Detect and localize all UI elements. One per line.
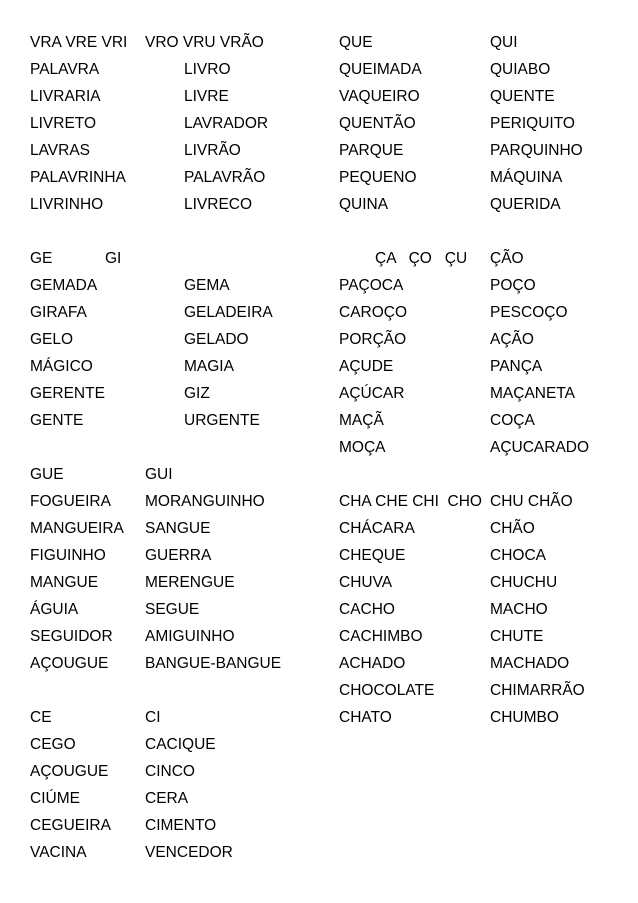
vra-word: LIVRECO [184, 196, 253, 213]
ca-header-a: ÇA ÇO ÇU [375, 250, 468, 267]
gue-word: BANGUE-BANGUE [145, 655, 282, 672]
ca-word: MAÇANETA [490, 385, 575, 402]
gue-word: ÁGUIA [30, 601, 79, 618]
gue-word: SANGUE [145, 520, 211, 537]
ca-word: AÇÃO [490, 331, 534, 348]
vra-word: LIVRO [184, 61, 231, 78]
gue-word: AMIGUINHO [145, 628, 235, 645]
gue-word: MERENGUE [145, 574, 235, 591]
vra-word: LIVRETO [30, 115, 97, 132]
gue-word: FOGUEIRA [30, 493, 111, 510]
que-word: QUENTÃO [339, 115, 416, 132]
cha-word: CHEQUE [339, 547, 406, 564]
cha-word: CHUMBO [490, 709, 559, 726]
gue-word: MANGUEIRA [30, 520, 124, 537]
ca-word: PANÇA [490, 358, 543, 375]
que-word: PEQUENO [339, 169, 417, 186]
ce-word: VACINA [30, 844, 87, 861]
vra-word: LIVRÃO [184, 142, 241, 159]
ce-word: CERA [145, 790, 189, 807]
ca-word: AÇUCARADO [490, 439, 590, 456]
ca-word: PORÇÃO [339, 331, 407, 348]
cha-word: CHIMARRÃO [490, 682, 585, 699]
ca-word: CAROÇO [339, 304, 408, 321]
que-word: QUENTE [490, 88, 555, 105]
gue-word: SEGUE [145, 601, 200, 618]
ge-header-a: GE [30, 250, 53, 267]
que-word: PERIQUITO [490, 115, 575, 132]
vra-word: LIVRINHO [30, 196, 104, 213]
que-word: QUEIMADA [339, 61, 422, 78]
cha-word: CHÃO [490, 520, 535, 537]
cha-word: MACHO [490, 601, 548, 618]
cha-word: CHUVA [339, 574, 393, 591]
ge-word: GIRAFA [30, 304, 87, 321]
que-word: MÁQUINA [490, 169, 563, 186]
ce-word: AÇOUGUE [30, 763, 109, 780]
ca-word: COÇA [490, 412, 535, 429]
vra-word: LAVRADOR [184, 115, 269, 132]
vra-word: LAVRAS [30, 142, 91, 159]
que-word: PARQUE [339, 142, 404, 159]
ce-word: CINCO [145, 763, 195, 780]
gue-word: MANGUE [30, 574, 99, 591]
gue-header-a: GUE [30, 466, 64, 483]
cha-word: CHOCOLATE [339, 682, 435, 699]
vra-word: LIVRE [184, 88, 229, 105]
ge-word: URGENTE [184, 412, 260, 429]
ce-word: CEGUEIRA [30, 817, 111, 834]
cha-word: CHOCA [490, 547, 546, 564]
ca-word: MOÇA [339, 439, 386, 456]
ge-word: GERENTE [30, 385, 105, 402]
gue-word: FIGUINHO [30, 547, 106, 564]
ge-word: GELADO [184, 331, 249, 348]
ge-word: MÁGICO [30, 358, 93, 375]
ca-header-b: ÇÃO [490, 250, 524, 267]
cha-word: CHUCHU [490, 574, 558, 591]
que-word: PARQUINHO [490, 142, 583, 159]
ce-word: CACIQUE [145, 736, 216, 753]
ce-header-b: CI [145, 709, 161, 726]
gue-word: SEGUIDOR [30, 628, 113, 645]
cha-header-a: CHA CHE CHI CHO [339, 493, 482, 510]
vra-header-b: VRO VRU VRÃO [145, 34, 264, 51]
vra-word: PALAVRÃO [184, 169, 266, 186]
ge-word: MAGIA [184, 358, 234, 375]
gue-word: GUERRA [145, 547, 212, 564]
vra-header-a: VRA VRE VRI [30, 34, 128, 51]
cha-word: CHATO [339, 709, 392, 726]
ce-header-a: CE [30, 709, 52, 726]
ge-word: GELADEIRA [184, 304, 273, 321]
que-header-a: QUE [339, 34, 373, 51]
ge-word: GEMA [184, 277, 230, 294]
ge-word: GIZ [184, 385, 210, 402]
ca-word: AÇÚCAR [339, 385, 405, 402]
que-word: QUERIDA [490, 196, 561, 213]
cha-word: CHUTE [490, 628, 544, 645]
ce-word: VENCEDOR [145, 844, 233, 861]
cha-word: MACHADO [490, 655, 570, 672]
cha-header-b: CHU CHÃO [490, 493, 573, 510]
ca-word: PAÇOCA [339, 277, 404, 294]
ge-header-b: GI [105, 250, 122, 267]
gue-word: MORANGUINHO [145, 493, 265, 510]
ca-word: AÇUDE [339, 358, 394, 375]
vra-word: LIVRARIA [30, 88, 101, 105]
ce-word: CEGO [30, 736, 76, 753]
cha-word: CACHO [339, 601, 395, 618]
que-word: VAQUEIRO [339, 88, 420, 105]
que-header-b: QUI [490, 34, 518, 51]
vra-word: PALAVRA [30, 61, 100, 78]
ca-word: PESCOÇO [490, 304, 568, 321]
cha-word: ACHADO [339, 655, 406, 672]
ge-word: GEMADA [30, 277, 98, 294]
ge-word: GENTE [30, 412, 84, 429]
ca-word: POÇO [490, 277, 536, 294]
ce-word: CIÚME [30, 790, 80, 807]
cha-word: CHÁCARA [339, 520, 415, 537]
gue-header-b: GUI [145, 466, 173, 483]
ge-word: GELO [30, 331, 74, 348]
que-word: QUIABO [490, 61, 551, 78]
ce-word: CIMENTO [145, 817, 217, 834]
gue-word: AÇOUGUE [30, 655, 109, 672]
cha-word: CACHIMBO [339, 628, 423, 645]
vra-word: PALAVRINHA [30, 169, 126, 186]
que-word: QUINA [339, 196, 389, 213]
ca-word: MAÇÃ [339, 412, 384, 429]
